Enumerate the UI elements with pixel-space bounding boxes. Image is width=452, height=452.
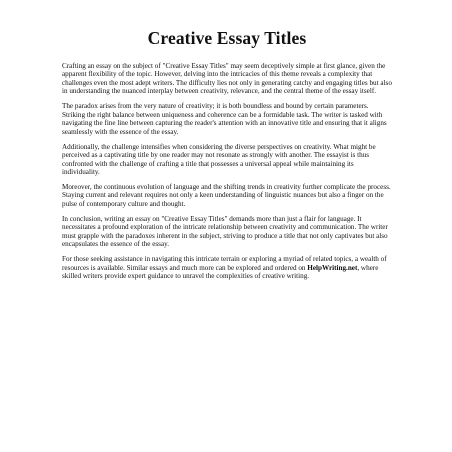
paragraph-6	[62, 255, 392, 280]
document-page	[62, 28, 392, 287]
paragraph-2: The paradox arises from the very nature of creativity; it is both boundless and bound by certain parameters. Striking the right balance between uniqueness and coherence can be a formidable task. The writer is tasked with navigating the fine line between capturing the reader's attention with an innovative title and ensuring that it aligns seamlessly with the essence of the essay.	[62, 102, 387, 136]
paragraph-5: In conclusion, writing an essay on "Creative Essay Titles" demands more than just a flair for language. It necessitates a profound exploration of the intricate relationship between creativity and communication. The writer must grapple with the paradoxes inherent in the subject, striving to produce a title that not only captivates but also encapsulates the essence of the essay.	[62, 214, 388, 249]
paragraph-6-text-before: For those seeking assistance in navigating this intricate terrain or exploring a myriad of related topics, a wealth of resources is available. Similar essays and much more can be explored and ordered on	[62, 255, 387, 272]
document-title: Creative Essay Titles	[147, 28, 307, 48]
paragraph-3: Additionally, the challenge intensifies when considering the diverse perspectives on creativity. What might be perceived as a captivating title by one reader may not resonate as strongly with another. The essayist is thus confronted with the challenge of crafting a title that possesses a universal appeal while maintaining its individuality.	[62, 142, 376, 176]
paragraph-4: Moreover, the continuous evolution of language and the shifting trends in creativity further complicate the process. Staying current and relevant requires not only a keen understanding of linguistic nuances but also a finger on the pulse of contemporary culture and thought.	[62, 182, 391, 208]
paragraph-1: Crafting an essay on the subject of "Creative Essay Titles" may seem deceptively simple at first glance, given the apparent flexibility of the topic. However, delving into the intricacies of this theme reveals a complexity that challenges even the most adept writers. The difficulty lies not only in generating catchy and engaging titles but also in understanding the nuanced interplay between creativity, relevance, and the central theme of the essay itself.	[62, 62, 392, 96]
helpwriting-brand-text: HelpWriting.net	[307, 263, 358, 272]
paragraph-6-text-after: , where skilled writers provide expert guidance to unravel the complexities of creative writing.	[62, 263, 379, 281]
